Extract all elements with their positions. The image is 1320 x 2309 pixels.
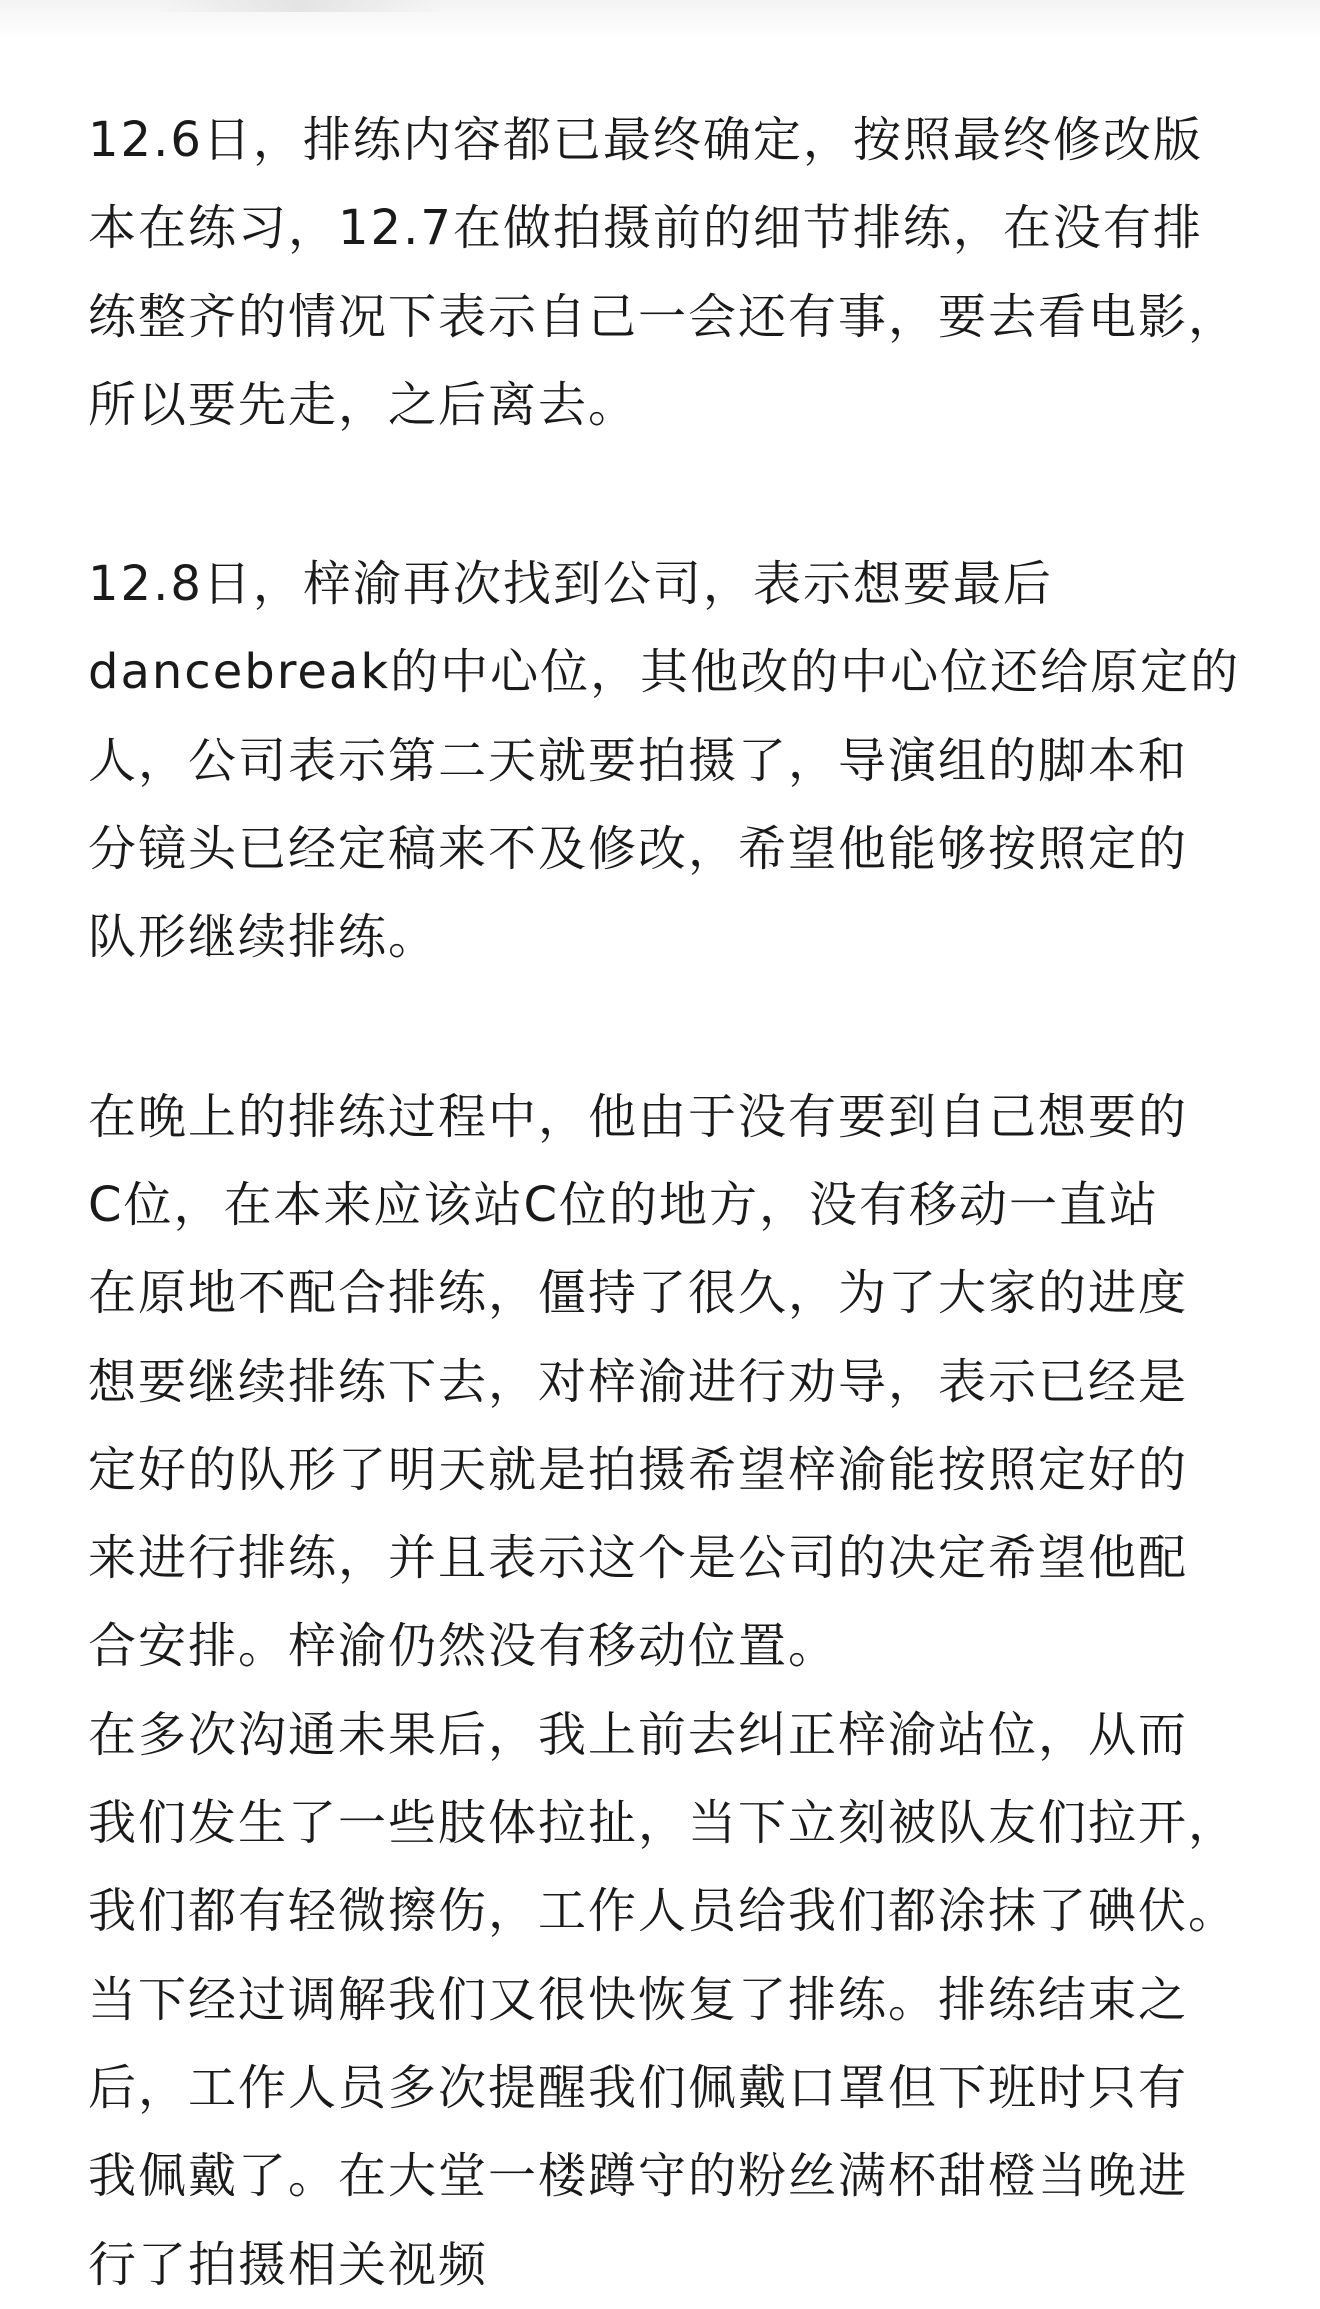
- paragraph-line: 所以要先走，之后离去。: [88, 376, 639, 433]
- paragraph-line: 合安排。梓渝仍然没有移动位置。: [88, 1618, 839, 1675]
- paragraph-line: 在原地不配合排练，僵持了很久，为了大家的进度: [88, 1265, 1189, 1322]
- paragraph-line: 人，公司表示第二天就要拍摄了，导演组的脚本和: [88, 732, 1189, 789]
- paragraph-line: 队形继续排练。: [88, 909, 439, 966]
- paragraph-spacer: [88, 449, 1268, 540]
- paragraph-1: [88, 96, 1268, 449]
- paragraph-line: 在多次沟通未果后，我上前去纠正梓渝站位，从而: [88, 1706, 1189, 1763]
- paragraph-line: 12.6日，排练内容都已最终确定，按照最终修改版: [88, 112, 1203, 168]
- paragraph-line: 当下经过调解我们又很快恢复了排练。排练结束之: [88, 1971, 1189, 2028]
- paragraph-line: 我们发生了一些肢体拉扯，当下立刻被队友们拉开，: [88, 1795, 1239, 1852]
- paragraph-spacer: [88, 982, 1268, 1073]
- cropped-top-edge: [0, 0, 1320, 40]
- paragraph-line: 我们都有轻微擦伤，工作人员给我们都涂抹了碘伏。: [88, 1883, 1239, 1940]
- paragraph-line: 练整齐的情况下表示自己一会还有事，要去看电影，: [88, 288, 1239, 345]
- paragraph-line: C位，在本来应该站C位的地方，没有移动一直站: [88, 1176, 1160, 1233]
- paragraph-line: 分镜头已经定稿来不及修改，希望他能够按照定的: [88, 821, 1189, 878]
- paragraph-line: 定好的队形了明天就是拍摄希望梓渝能按照定好的: [88, 1441, 1189, 1498]
- document-body: [88, 96, 1268, 2309]
- paragraph-2: [88, 540, 1268, 981]
- paragraph-line: 来进行排练，并且表示这个是公司的决定希望他配: [88, 1530, 1189, 1587]
- paragraph-3: [88, 1073, 1268, 2309]
- paragraph-line: 想要继续排练下去，对梓渝进行劝导，表示已经是: [88, 1353, 1189, 1410]
- paragraph-line: 在晚上的排练过程中，他由于没有要到自己想要的: [88, 1088, 1189, 1145]
- paragraph-line: 后，工作人员多次提醒我们佩戴口罩但下班时只有: [88, 2059, 1189, 2116]
- paragraph-line: 行了拍摄相关视频: [88, 2236, 489, 2293]
- paragraph-line: 本在练习，12.7在做拍摄前的细节排练，在没有排: [88, 200, 1203, 257]
- paragraph-line: dancebreak的中心位，其他改的中心位还给原定的: [88, 644, 1241, 701]
- paragraph-line: 我佩戴了。在大堂一楼蹲守的粉丝满杯甜橙当晚进: [88, 2148, 1189, 2205]
- paragraph-line: 12.8日，梓渝再次找到公司，表示想要最后: [88, 556, 1053, 613]
- cropped-text-fragment: [150, 0, 450, 12]
